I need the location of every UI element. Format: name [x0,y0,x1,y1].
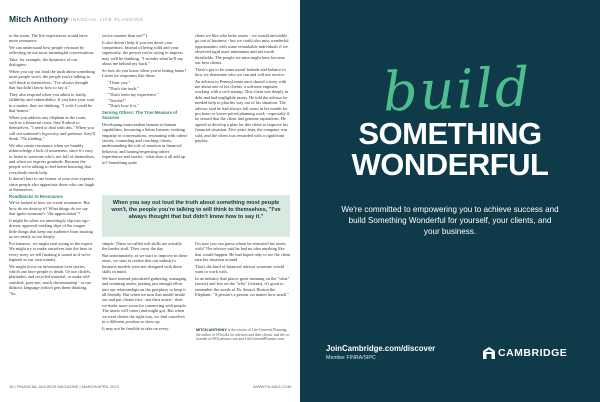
subhead-roadblocks: Roadblocks to Resonance [9,193,63,199]
paragraph: For instance, we might start acting as the expert. We might try to make ourselves into the hero in every story we tell (making it sound as if we're legends in our own minds). [9,240,94,262]
paragraph: It also doesn't help if you run down your competitors. Instead of being solid and your superiority, the person you're trying to impress may well be thinking, "I wonder what he'll say about me behind my back." [102,39,184,67]
page-header [9,14,297,28]
bullet-item: "I hear you." [108,79,131,85]
paragraph: When you address any elephant in the room, such as a financial crisis, they'll admit to themselves, "I need to deal with this." When you call out someone's hypocrisy and pretense, they'll think, "No kidding." [9,114,95,142]
paragraph: In an industry that places great meaning on the "what" (assets) and less on the "who" (clients), it's good to remember the words of Dr. Seuss's Horton the Elephant: "A person's a person, no matter how small." [195,275,290,298]
cambridge-logo-text: CAMBRIDGE [498,347,568,359]
paragraph: An advisor in Pennsylvania once shared a story with me about one of his clients, a software engineer working with a tech startup. This client was deeply in debt and had negligible assets. He told the advisor he needed help to plan his way out of his situation. The advisor said he had always left room in his month for pro bono or lower-priced planning work - especially if he sensed that the client had genuine aspirations. He agreed to develop a plan for this client to improve his financial situation. Five years later, the company was sold, and the client was rewarded with a significant payday. [195,78,290,144]
paragraph: Take, for example, the dynamics of our dialogues: [9,57,78,68]
ad-body-text: We're committed to empowering you to achieve success and build Something Wonderful for yourself, your clients, and your business. [341,205,559,236]
paragraph: We've looked at how we create resonance. But how do we destroy it? What things do we say that ignite someone's "dis-appreciation"? [9,200,90,217]
pull-quote [102,195,290,237]
footer-url: WWW.FA-MAG.COM [253,384,291,389]
pull-quote-text: When you say out loud the truth about something most people won't, the people you're talking to will think to themselves, "I've always thought that but didn't know how to say it." [111,200,281,220]
cambridge-logo [482,345,582,363]
paragraph: There's got to be some moral latitude and balance in how we determine who we can and will not service. [195,66,286,78]
subhead-serving: Serving Others: The True Measure of Success [102,109,178,121]
paragraph: simple. These so-called soft skills are actually the harder stuff. They carry the day. [102,241,182,252]
paragraph: you're smarter than me?") [102,33,147,38]
bullet-item: "That's been my experience." [108,91,159,97]
paragraph: We also create resonance when we humbly acknowledge a lack of awareness, since it's easy to listen to someone who's not full of themselves, and when we express gratitude. Because the people we're talking to feel better knowing that everybody needs help. [9,142,95,175]
paragraph: They also respond when you admit to frailty, fallibility and vulnerability. If you bare your soul in a matter, they are thinking, "I wish I could be that honest." [9,91,95,114]
cambridge-logo-icon [482,346,496,360]
author-name: Mitch Anthony [9,14,68,24]
bio-text: is the creator of Life-Centered Planning, the author of 18 books for advisors and their clients, and the co-founder of ROLadvisor.com and LifeCenteredPlanners.com. [196,328,291,342]
paragraph: We can understand how people resonate by reflecting on our most meaningful conversations. [9,45,95,56]
column-1 [9,33,95,373]
bio-name: MITCH ANTHONY [196,328,227,332]
paragraph: So how do you know when you're hitting home? Listen for responses like these: [102,67,187,79]
paragraph: client we like who lacks assets - we would inevitably go out of business - but we could also miss wonderful opportunities with some remarkable individuals if we observed rigid asset minimums and net worth thresholds. The people we miss might have become our best clients. [195,33,289,66]
section-label: FINANCIAL LIFE PLANNING [67,17,144,22]
column-3 [195,33,291,193]
footer-publication: 18 | FINANCIAL ADVISOR MAGAZINE | MARCH/APRIL 2024 [9,384,119,389]
ad-url-link[interactable]: JoinCambridge.com/discover [326,344,436,353]
paragraph: It may not be feasible to take on every [102,325,169,331]
ad-script-word: build [381,55,533,124]
bullet-item: "Touché!" [108,97,126,103]
bullet-item: "That's the truth." [108,85,139,91]
ad-member-disclosure: Member FINRA/SIPC [326,355,376,361]
paragraph: We might focus on information over stories, which can bore people to death. Or use clichés, platitudes, and recycled material, or make self-satisfied, poor-me, much showmanship - or use didactic language (which gets them thinking, "So, [9,263,92,296]
paragraph: We have instead prioritized gathering, managing and retaining assets, putting just enough effort into our relationships on the periphery to keep it all friendly. But when we turn that model inside out and put clients first - not their assets - then we make more room for connecting with people. The assets will come (and might go). But when we treat clients the right way, we find ourselves in a different position to show up. [102,275,187,325]
page-footer [9,384,291,392]
paragraph: I'm sure you can guess whom he entrusted his assets with? The advisor said he had no idea anything like that would happen. He had hoped only to see the client turn his situation around. [195,241,291,263]
paragraph: Developing transcendent human-to-human capabilities, becoming a better listener, evoking empathy in conversations, resonating with others' stories, counseling and coaching clients, understanding the role of emotion in financial behavior, and honing/respecting others' experiences and stories - what does it all add up to? Something quite [102,121,188,165]
author-bio [195,328,291,366]
bullet-item: "That's how it is." [108,103,140,109]
column-2-lower [102,241,188,369]
ad-headline-line1: SOMETHING [358,116,542,151]
paragraph: But unfortunately, as we start to improve in these areas, we start to realize that our industry's business models were not designed with these skills in mind. [102,253,188,275]
paragraph: It doesn't hurt to use humor at your own expense, since people also appreciate those who can laugh at themselves. [9,176,95,193]
paragraph: That's the kind of financial advisor someone would want to work with. [195,263,284,275]
paragraph: to the room. The life experiences would have more resonance. [9,33,88,44]
paragraph: It might be when we unwittingly slip into ego-driven, approval-seeking slips of the tongue, little things that keep our audience from trusting us too easily or too deeply. [9,217,93,240]
column-2 [102,33,188,193]
ad-headline-line2: WONDERFUL [351,147,549,182]
column-3-lower [195,241,291,327]
paragraph: When you say out loud the truth about something most people won't, the people you're talking to will think to themselves, "I've always thought that but didn't know how to say it." [9,69,95,91]
